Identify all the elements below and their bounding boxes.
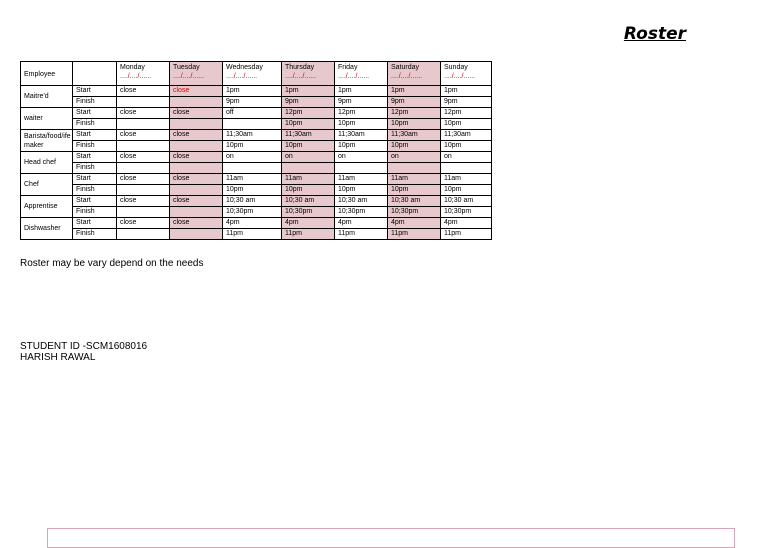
time-cell: close: [117, 86, 170, 97]
time-cell: 10;30pm: [223, 207, 282, 218]
time-cell: close: [117, 108, 170, 119]
time-cell: 11am: [223, 174, 282, 185]
time-cell: close: [170, 108, 223, 119]
date-placeholder: ..../..../......: [391, 73, 423, 80]
time-cell: on: [388, 152, 441, 163]
time-cell: 1pm: [282, 86, 335, 97]
time-cell: on: [335, 152, 388, 163]
table-row: [21, 97, 492, 108]
time-cell: 10pm: [335, 185, 388, 196]
table-row: [21, 130, 492, 141]
table-row: [21, 108, 492, 119]
time-cell: 10;30 am: [335, 196, 388, 207]
time-cell: [117, 207, 170, 218]
shift-label-start: Start: [73, 108, 117, 119]
header-shift: [73, 62, 117, 86]
time-cell: 11;30am: [388, 130, 441, 141]
header-day-wednesday: [223, 62, 282, 86]
time-cell: 12pm: [335, 108, 388, 119]
time-cell: 4pm: [388, 218, 441, 229]
time-cell: close: [117, 174, 170, 185]
header-day-thursday: [282, 62, 335, 86]
time-cell: 10pm: [441, 185, 492, 196]
time-cell: [282, 163, 335, 174]
header-employee: Employee: [21, 62, 73, 86]
header-day-sunday: [441, 62, 492, 86]
table-row: [21, 185, 492, 196]
student-id: STUDENT ID -SCM1608016: [20, 341, 148, 352]
time-cell: 1pm: [223, 86, 282, 97]
time-cell: [170, 185, 223, 196]
time-cell: 10pm: [441, 141, 492, 152]
time-cell: 10;30 am: [388, 196, 441, 207]
roster-table: [20, 61, 492, 240]
day-label: Monday: [120, 64, 145, 71]
time-cell: 4pm: [335, 218, 388, 229]
shift-label-finish: Finish: [73, 141, 117, 152]
time-cell: 10pm: [388, 141, 441, 152]
employee-cell: Apprentise: [21, 196, 73, 218]
time-cell: 10pm: [388, 185, 441, 196]
student-info: [20, 341, 147, 363]
page-title: Roster: [623, 24, 686, 44]
date-placeholder: ..../..../......: [338, 73, 370, 80]
employee-cell: waiter: [21, 108, 73, 130]
time-cell: close: [117, 130, 170, 141]
header-day-monday: [117, 62, 170, 86]
time-cell: 11pm: [282, 229, 335, 240]
time-cell: 11am: [388, 174, 441, 185]
day-label: Saturday: [391, 64, 420, 71]
time-cell: 11pm: [335, 229, 388, 240]
date-placeholder: ..../..../......: [444, 73, 476, 80]
time-cell: 10pm: [441, 119, 492, 130]
employee-cell: Chef: [21, 174, 73, 196]
table-row: [21, 196, 492, 207]
shift-label-start: Start: [73, 152, 117, 163]
table-row: [21, 163, 492, 174]
employee-cell: Dishwasher: [21, 218, 73, 240]
day-label: Friday: [338, 64, 358, 71]
time-cell: 11;30am: [223, 130, 282, 141]
time-cell: [170, 119, 223, 130]
time-cell: [170, 163, 223, 174]
time-cell: close: [117, 152, 170, 163]
time-cell: close: [170, 152, 223, 163]
time-cell: on: [441, 152, 492, 163]
time-cell: on: [223, 152, 282, 163]
time-cell: 10pm: [282, 185, 335, 196]
student-name: HARISH RAWAL: [20, 352, 96, 363]
time-cell: 10;30pm: [388, 207, 441, 218]
time-cell: 10pm: [335, 141, 388, 152]
shift-label-finish: Finish: [73, 229, 117, 240]
time-cell: 9pm: [335, 97, 388, 108]
time-cell: 10;30pm: [335, 207, 388, 218]
time-cell: 11am: [335, 174, 388, 185]
shift-label-start: Start: [73, 196, 117, 207]
time-cell: 11pm: [223, 229, 282, 240]
time-cell: 10;30pm: [282, 207, 335, 218]
time-cell: 1pm: [441, 86, 492, 97]
employee-cell: Head chef: [21, 152, 73, 174]
time-cell: 4pm: [223, 218, 282, 229]
time-cell: 10;30 am: [223, 196, 282, 207]
time-cell: close: [117, 218, 170, 229]
time-cell: close: [170, 86, 223, 97]
time-cell: [223, 163, 282, 174]
time-cell: 11am: [282, 174, 335, 185]
time-cell: 11;30am: [441, 130, 492, 141]
date-placeholder: ..../..../......: [173, 73, 205, 80]
footer-frame: [47, 528, 735, 548]
header-row: [21, 62, 492, 86]
time-cell: 9pm: [441, 97, 492, 108]
time-cell: 10pm: [335, 119, 388, 130]
table-row: [21, 86, 492, 97]
time-cell: close: [170, 196, 223, 207]
time-cell: [335, 163, 388, 174]
table-row: [21, 229, 492, 240]
time-cell: 10pm: [282, 119, 335, 130]
day-label: Thursday: [285, 64, 315, 71]
time-cell: [117, 229, 170, 240]
roster-note: Roster may be vary depend on the needs: [20, 258, 204, 269]
time-cell: on: [282, 152, 335, 163]
shift-label-finish: Finish: [73, 207, 117, 218]
time-cell: [117, 97, 170, 108]
time-cell: 11am: [441, 174, 492, 185]
shift-label-finish: Finish: [73, 119, 117, 130]
time-cell: 11;30am: [282, 130, 335, 141]
time-cell: 10;30 am: [282, 196, 335, 207]
employee-cell: Maitre'd: [21, 86, 73, 108]
time-cell: 11pm: [388, 229, 441, 240]
date-placeholder: ..../..../......: [120, 73, 152, 80]
shift-label-finish: Finish: [73, 163, 117, 174]
time-cell: [170, 97, 223, 108]
shift-label-finish: Finish: [73, 185, 117, 196]
time-cell: [170, 207, 223, 218]
time-cell: 10;30 am: [441, 196, 492, 207]
header-day-saturday: [388, 62, 441, 86]
time-cell: 11pm: [441, 229, 492, 240]
table-row: [21, 141, 492, 152]
header-day-tuesday: [170, 62, 223, 86]
time-cell: [170, 141, 223, 152]
time-cell: close: [170, 218, 223, 229]
table-row: [21, 207, 492, 218]
day-label: Sunday: [444, 64, 468, 71]
table-row: [21, 174, 492, 185]
shift-label-finish: Finish: [73, 97, 117, 108]
time-cell: 12pm: [282, 108, 335, 119]
time-cell: [388, 163, 441, 174]
time-cell: 9pm: [282, 97, 335, 108]
time-cell: 10pm: [223, 141, 282, 152]
time-cell: off: [223, 108, 282, 119]
time-cell: 12pm: [388, 108, 441, 119]
time-cell: 9pm: [223, 97, 282, 108]
time-cell: [223, 119, 282, 130]
table-row: [21, 119, 492, 130]
time-cell: 4pm: [282, 218, 335, 229]
time-cell: [117, 119, 170, 130]
time-cell: [117, 141, 170, 152]
time-cell: 10pm: [223, 185, 282, 196]
time-cell: 12pm: [441, 108, 492, 119]
time-cell: 1pm: [388, 86, 441, 97]
table-row: [21, 152, 492, 163]
time-cell: 11;30am: [335, 130, 388, 141]
time-cell: 4pm: [441, 218, 492, 229]
time-cell: 10pm: [282, 141, 335, 152]
time-cell: [170, 229, 223, 240]
time-cell: [117, 163, 170, 174]
day-label: Wednesday: [226, 64, 263, 71]
header-day-friday: [335, 62, 388, 86]
date-placeholder: ..../..../......: [226, 73, 258, 80]
time-cell: close: [117, 196, 170, 207]
day-label: Tuesday: [173, 64, 200, 71]
time-cell: 10;30pm: [441, 207, 492, 218]
shift-label-start: Start: [73, 218, 117, 229]
time-cell: close: [170, 174, 223, 185]
time-cell: [117, 185, 170, 196]
time-cell: 10pm: [388, 119, 441, 130]
time-cell: close: [170, 130, 223, 141]
table-row: [21, 218, 492, 229]
time-cell: [441, 163, 492, 174]
shift-label-start: Start: [73, 130, 117, 141]
date-placeholder: ..../..../......: [285, 73, 317, 80]
employee-cell: Barista/food/ife maker: [21, 130, 73, 152]
time-cell: 9pm: [388, 97, 441, 108]
time-cell: 1pm: [335, 86, 388, 97]
shift-label-start: Start: [73, 174, 117, 185]
shift-label-start: Start: [73, 86, 117, 97]
